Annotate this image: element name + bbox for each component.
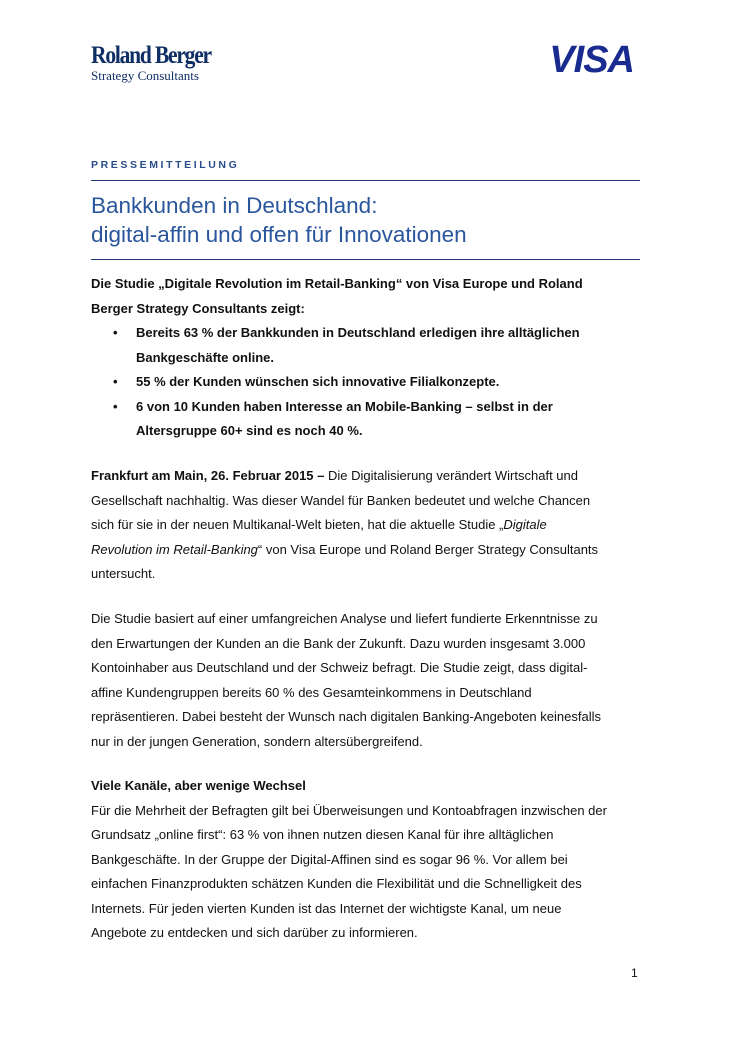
section-channels <box>91 774 651 946</box>
paragraph-line <box>91 513 651 538</box>
paragraph-line: Kontoinhaber aus Deutschland und der Schweiz befragt. Die Studie zeigt, dass digital- <box>91 660 588 675</box>
page-number: 1 <box>631 966 638 980</box>
paragraph-line: affine Kundengruppen bereits 60 % des Gesamteinkommens in Deutschland <box>91 684 532 700</box>
document-kicker: PRESSEMITTEILUNG <box>91 159 240 171</box>
paragraph-line: den Erwartungen der Kunden an die Bank der Zukunft. Dazu wurden insgesamt 3.000 <box>91 635 586 651</box>
list-item-line: Bankgeschäfte online. <box>136 349 274 365</box>
lead-intro-line: Die Studie „Digitale Revolution im Retail-Banking“ von Visa Europe und Roland <box>91 276 583 291</box>
list-item <box>91 321 651 370</box>
lead-intro-line: Berger Strategy Consultants zeigt: <box>91 300 305 316</box>
paragraph-line: repräsentieren. Dabei besteht der Wunsch nach digitalen Banking-Angeboten keinesfalls <box>91 709 601 724</box>
list-item-line: • Bereits 63 % der Bankkunden in Deutschland erledigen ihre alltäglichen <box>136 325 580 340</box>
visa-logo: VISA <box>549 39 634 81</box>
list-item <box>91 395 651 444</box>
study-title: Revolution im Retail-Banking <box>91 541 258 557</box>
list-item-line: Altersgruppe 60+ sind es noch 40 %. <box>136 423 363 438</box>
roland-berger-tagline: Strategy Consultants <box>91 68 199 83</box>
study-title: Digitale <box>503 517 547 532</box>
paragraph-line: Die Studie basiert auf einer umfangreichen Analyse und liefert fundierte Erkenntnisse zu <box>91 611 598 626</box>
headline-line-1: Bankkunden in Deutschland: <box>91 193 378 218</box>
list-item <box>91 370 651 395</box>
paragraph-line: untersucht. <box>91 566 156 581</box>
list-item-line: • 6 von 10 Kunden haben Interesse an Mobile-Banking – selbst in der <box>136 398 553 414</box>
text-run: Die Digitalisierung verändert Wirtschaft und <box>324 468 578 483</box>
paragraph-study <box>91 607 651 754</box>
paragraph-intro <box>91 464 651 587</box>
lead-summary <box>91 272 651 444</box>
dateline: Frankfurt am Main, 26. Februar 2015 – <box>91 468 325 483</box>
paragraph-line <box>91 464 651 489</box>
paragraph-line <box>91 538 651 563</box>
text-run: “ von Visa Europe und Roland Berger Strategy Consultants <box>257 541 599 557</box>
paragraph-line: Bankgeschäfte. In der Gruppe der Digital-Affinen sind es sogar 96 %. Vor allem bei <box>91 851 568 867</box>
paragraph-line: Für die Mehrheit der Befragten gilt bei Überweisungen und Kontoabfragen inzwischen der <box>91 802 607 818</box>
list-item-line: • 55 % der Kunden wünschen sich innovative Filialkonzepte. <box>136 374 500 389</box>
paragraph-line: Internets. Für jeden vierten Kunden ist das Internet der wichtigste Kanal, um neue <box>91 900 562 916</box>
headline-divider <box>91 259 640 260</box>
key-findings-list <box>91 321 651 444</box>
paragraph-line: nur in der jungen Generation, sondern altersübergreifend. <box>91 733 423 749</box>
headline-line-2: digital-affin und offen für Innovationen <box>91 222 467 247</box>
paragraph-line: Grundsatz „online first“: 63 % von ihnen nutzen diesen Kanal für ihre alltäglichen <box>91 827 554 842</box>
section-heading: Viele Kanäle, aber wenige Wechsel <box>91 778 306 793</box>
headline <box>91 191 467 249</box>
paragraph-line: Angebote zu entdecken und sich darüber zu informieren. <box>91 925 418 940</box>
text-run: sich für sie in der neuen Multikanal-Welt bieten, hat die aktuelle Studie „ <box>91 517 504 532</box>
roland-berger-wordmark: Roland Berger <box>91 42 211 69</box>
paragraph-line: Gesellschaft nachhaltig. Was dieser Wandel für Banken bedeutet und welche Chancen <box>91 492 591 508</box>
paragraph-line: einfachen Finanzprodukten schätzen Kunden die Flexibilität und die Schnelligkeit des <box>91 876 582 891</box>
top-divider <box>91 180 640 181</box>
roland-berger-logo <box>91 44 230 83</box>
